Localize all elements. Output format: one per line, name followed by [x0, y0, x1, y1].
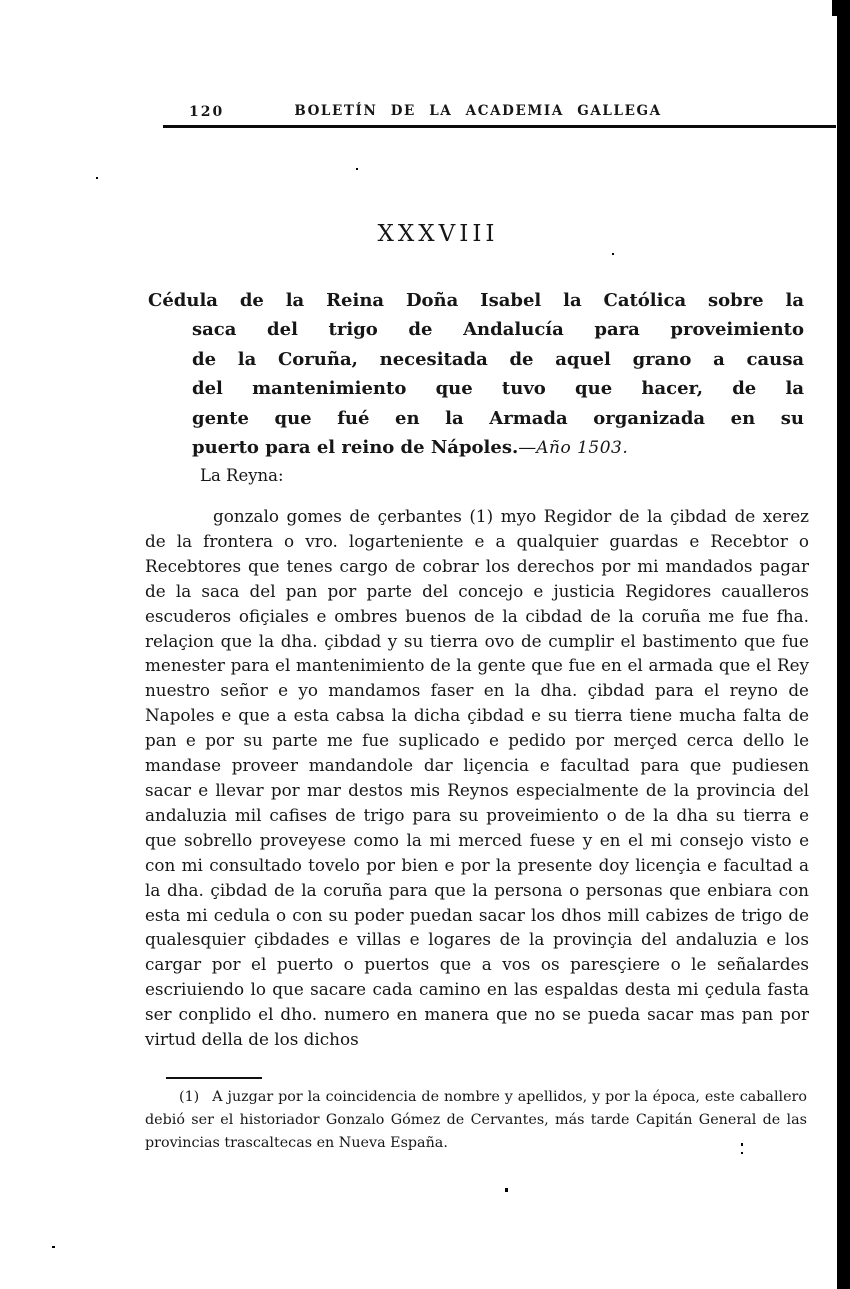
scan-speck [52, 1246, 55, 1248]
heading-line: de la Coruña, necesitada de aquel grano a causa [192, 348, 804, 370]
scan-edge-artifact-nub [832, 0, 839, 16]
scan-speck [741, 1152, 743, 1154]
heading-line: gente que fué en la Armada organizada en su [192, 407, 804, 429]
footnote-marker: (1) [179, 1089, 200, 1105]
footnote-text: A juzgar por la coincidencia de nombre y apellidos, y por la época, este caballero debió ser el historiador Gonzalo Gómez de Cervantes, más tarde Capitán General de las provincias trascaltecas en Nueva España. [145, 1089, 807, 1152]
body-paragraph: gonzalo gomes de çerbantes (1) myo Regidor de la çibdad de xerez de la frontera o vro. logarteniente e a qualquier guardas e Recebtor o Recebtores que tenes cargo de cobrar los derechos por mi mandados pagar de la saca del pan por parte del concejo e justicia Regidores caualleros escuderos ofiçiales e ombres buenos de la cibdad de la coruña me fue fha. relaçion que la dha. çibdad y su tierra ovo de cumplir el bastimento que fue menester para el mantenimiento de la gente que fue en el armada que el Rey nuestro señor e yo mandamos faser en la dha. çibdad para el reyno de Napoles e que a esta cabsa la dicha çibdad e su tierra tiene mucha falta de pan e por su parte me fue suplicado e pedido por merçed cerca dello le mandase proveer mandandole dar liçencia e facultad para que pudiesen sacar e llevar por mar destos mis Reynos especialmente de la provincia del andaluzia mil cafises de trigo para su proveimiento o de la dha su tierra e que sobrello proveyese como la mi merced fuese y en el mi consejo visto e con mi consultado tovelo por bien e por la presente doy licençia e facultad a la dha. çibdad de la coruña para que la persona o personas que enbiara con esta mi cedula o con su poder puedan sacar los dhos mill cabizes de trigo de qualesquier çibdades e villas e logares de la provinçia del andaluzia e los cargar por el puerto o puertos que a vos os paresçiere o le señalardes escriuiendo lo que sacare cada camino en las espaldas desta mi çedula fasta ser conplido el dho. numero en manera que no se pueda sacar mas pan por virtud della de los dichos [145, 506, 809, 1050]
footnote-rule [166, 1077, 262, 1079]
salutation: La Reyna: [200, 466, 284, 485]
journal-title: BOLETÍN DE LA ACADEMIA GALLEGA [294, 103, 662, 119]
heading-last-text: puerto para el reino de Nápoles. [192, 437, 519, 459]
header-rule [163, 125, 836, 128]
heading-line: saca del trigo de Andalucía para proveimiento [192, 319, 804, 341]
heading-last-line [148, 433, 804, 463]
scan-speck [356, 168, 358, 170]
scan-speck [741, 1143, 743, 1146]
heading-line: del mantenimiento que tuvo que hacer, de la [192, 378, 804, 400]
section-heading [148, 286, 804, 463]
heading-em-dash: — [518, 437, 537, 459]
running-header [163, 101, 836, 123]
scan-speck [505, 1188, 508, 1192]
page-number: 120 [189, 104, 225, 120]
scan-speck [96, 177, 98, 179]
scan-speck [612, 253, 614, 255]
heading-line: Cédula de la Reina Doña Isabel la Católica sobre la [148, 290, 804, 311]
footnote [145, 1086, 807, 1156]
section-numeral: XXXVIII [377, 221, 499, 247]
scan-edge-artifact [837, 0, 850, 1289]
heading-date: Año 1503. [536, 438, 629, 459]
